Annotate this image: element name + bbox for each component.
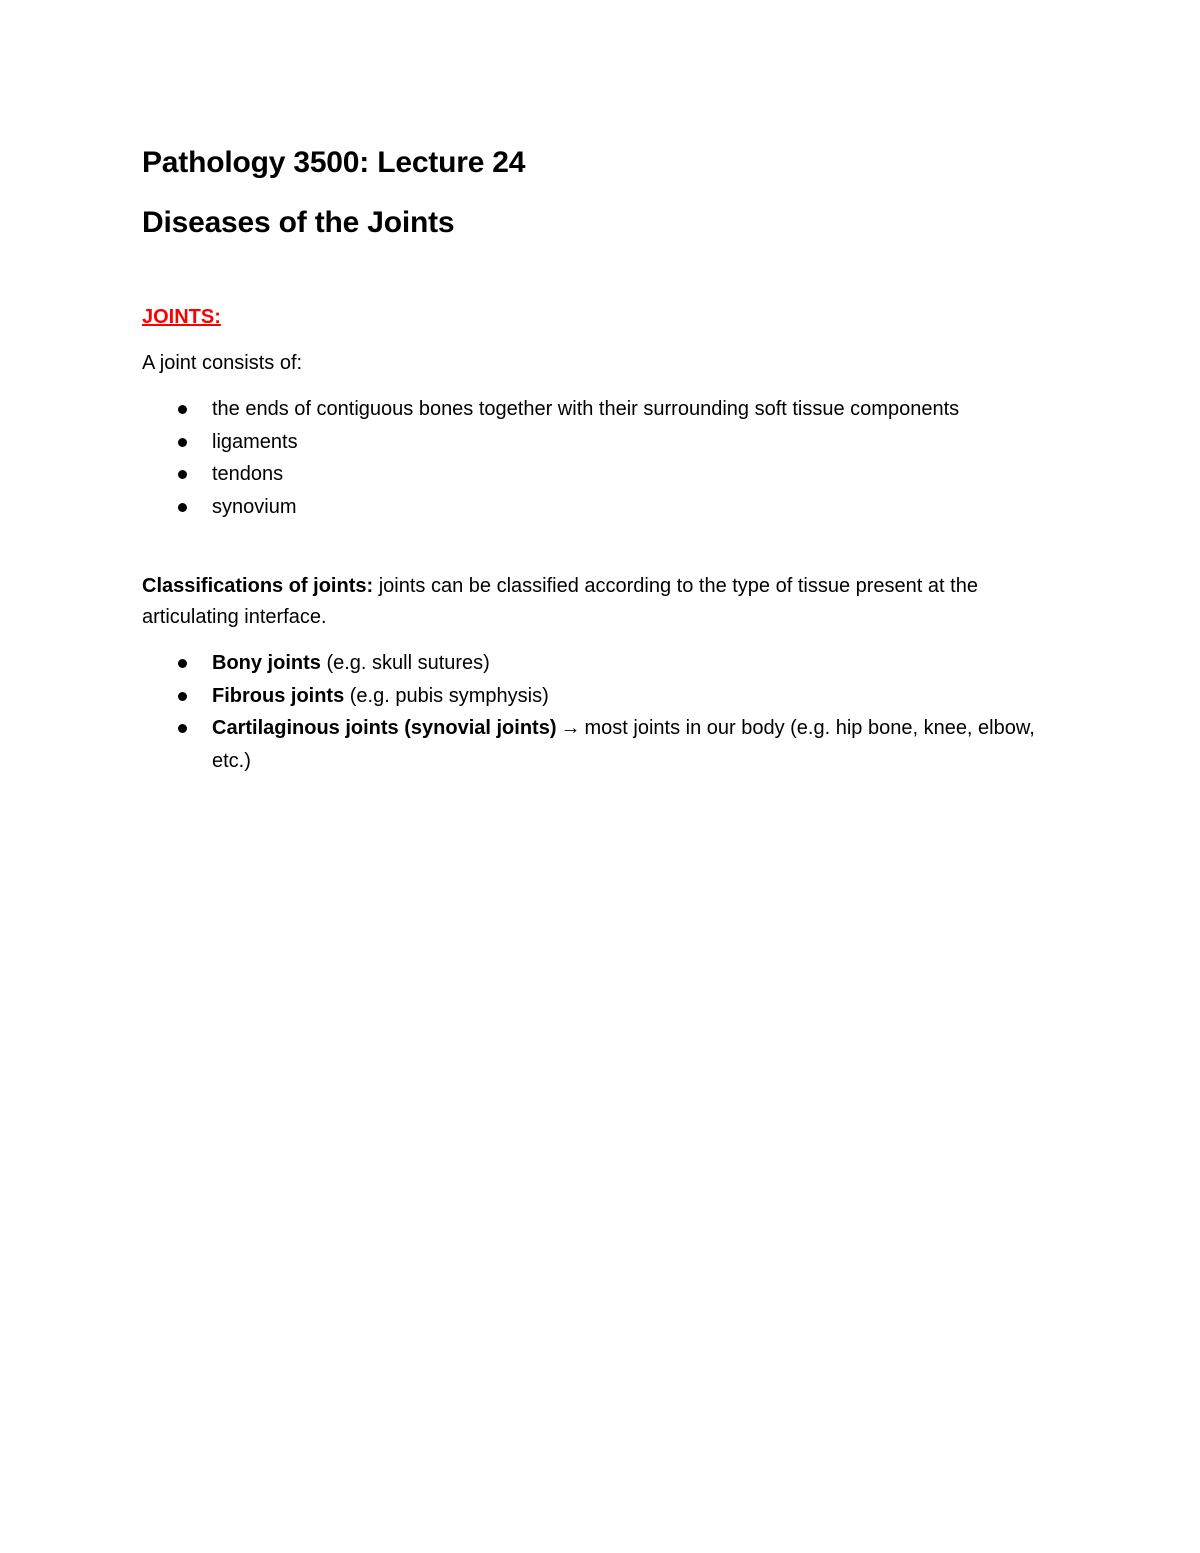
classification-example: most joints in our body (e.g. hip bone, knee, elbow, etc.) xyxy=(212,717,1035,772)
bullet-icon xyxy=(178,470,187,479)
classification-example: (e.g. skull sutures) xyxy=(320,652,490,674)
list-item-text: ligaments xyxy=(212,430,298,453)
classifications-label: Classifications of joints: xyxy=(142,575,374,597)
joint-components-list xyxy=(142,393,1042,523)
list-item xyxy=(142,680,1042,713)
list-item xyxy=(142,712,1042,777)
list-item-text: tendons xyxy=(212,463,284,485)
bullet-icon xyxy=(178,503,187,512)
classification-term: Bony joints xyxy=(212,652,321,674)
list-item xyxy=(142,426,1042,459)
list-item xyxy=(142,393,1042,426)
document-body xyxy=(142,140,1042,777)
classification-term: Fibrous joints xyxy=(212,684,345,707)
classifications-paragraph xyxy=(142,571,1042,633)
bullet-icon xyxy=(178,405,187,414)
bullet-icon xyxy=(178,438,187,447)
list-item-text: the ends of contiguous bones together with their surrounding soft tissue components xyxy=(212,398,960,420)
list-item xyxy=(142,647,1042,680)
intro-paragraph: A joint consists of: xyxy=(142,352,303,374)
document-title: Pathology 3500: Lecture 24 xyxy=(142,146,526,179)
classification-example: (e.g. pubis symphysis) xyxy=(344,684,549,707)
classifications-text: joints can be classified according to the type of tissue present at the articulating interface. xyxy=(142,575,978,628)
list-item xyxy=(142,458,1042,491)
classification-term: Cartilaginous joints (synovial joints) xyxy=(212,717,557,739)
list-item xyxy=(142,491,1042,524)
bullet-icon xyxy=(178,724,187,733)
document-subtitle: Diseases of the Joints xyxy=(142,206,455,239)
bullet-icon xyxy=(178,659,187,668)
section-heading-joints: JOINTS: xyxy=(142,306,221,328)
arrow-right-icon: → xyxy=(560,717,581,739)
bullet-icon xyxy=(178,692,187,701)
classification-list xyxy=(142,647,1042,777)
list-item-text: synovium xyxy=(212,495,297,518)
